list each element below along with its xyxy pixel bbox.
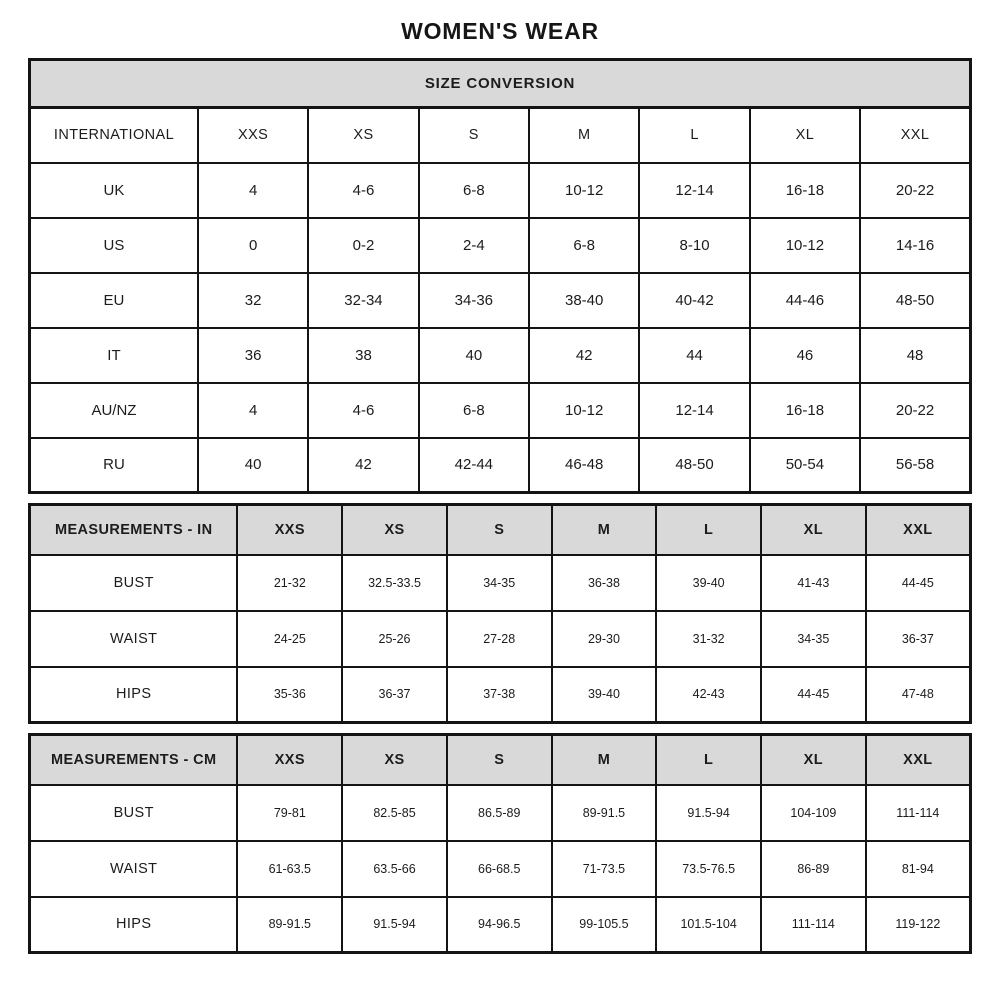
size-cell: 10-12 xyxy=(750,218,860,273)
header-cell-size: XXS xyxy=(237,505,342,555)
row-label: HIPS xyxy=(30,897,238,953)
measurement-cell: 99-105.5 xyxy=(552,897,657,953)
measurement-cell: 81-94 xyxy=(866,841,971,897)
measurement-cell: 104-109 xyxy=(761,785,866,841)
measurement-cell: 35-36 xyxy=(237,667,342,723)
header-cell-size: L xyxy=(656,735,761,785)
measurement-cell: 31-32 xyxy=(656,611,761,667)
measurement-cell: 37-38 xyxy=(447,667,552,723)
size-cell: 44-46 xyxy=(750,273,860,328)
row-label: WAIST xyxy=(30,611,238,667)
row-label: AU/NZ xyxy=(30,383,198,438)
measurement-cell: 39-40 xyxy=(656,555,761,611)
measurement-cell: 63.5-66 xyxy=(342,841,447,897)
row-label: BUST xyxy=(30,785,238,841)
size-cell: 12-14 xyxy=(639,163,749,218)
measurement-cell: 101.5-104 xyxy=(656,897,761,953)
size-cell: 12-14 xyxy=(639,383,749,438)
size-cell: 40 xyxy=(198,438,308,493)
measurements-in-table xyxy=(28,503,972,724)
measurement-cell: 91.5-94 xyxy=(656,785,761,841)
measurements-cm-title: MEASUREMENTS - CM xyxy=(30,735,238,785)
size-cell: 20-22 xyxy=(860,383,970,438)
measurement-cell: 94-96.5 xyxy=(447,897,552,953)
measurements-cm-table xyxy=(28,733,972,954)
measurement-cell: 44-45 xyxy=(866,555,971,611)
size-cell: 16-18 xyxy=(750,163,860,218)
header-row xyxy=(30,735,971,785)
row-label: WAIST xyxy=(30,841,238,897)
size-cell: 46 xyxy=(750,328,860,383)
header-cell-size: XS xyxy=(308,108,418,163)
row-label: HIPS xyxy=(30,667,238,723)
table-row-waist-in xyxy=(30,611,971,667)
size-cell: 48 xyxy=(860,328,970,383)
header-cell-size: S xyxy=(419,108,529,163)
header-cell-size: M xyxy=(529,108,639,163)
measurement-cell: 47-48 xyxy=(866,667,971,723)
size-cell: 36 xyxy=(198,328,308,383)
header-cell-size: L xyxy=(639,108,749,163)
size-cell: 32 xyxy=(198,273,308,328)
table-row-waist-cm xyxy=(30,841,971,897)
measurement-cell: 41-43 xyxy=(761,555,866,611)
size-cell: 38 xyxy=(308,328,418,383)
measurement-cell: 119-122 xyxy=(866,897,971,953)
page-title: WOMEN'S WEAR xyxy=(401,18,599,44)
row-label: EU xyxy=(30,273,198,328)
measurement-cell: 111-114 xyxy=(761,897,866,953)
header-cell-size: XL xyxy=(761,505,866,555)
measurement-cell: 82.5-85 xyxy=(342,785,447,841)
header-cell-size: XXL xyxy=(866,505,971,555)
measurement-cell: 32.5-33.5 xyxy=(342,555,447,611)
size-cell: 0-2 xyxy=(308,218,418,273)
table-row-us xyxy=(30,218,971,273)
measurement-cell: 86-89 xyxy=(761,841,866,897)
size-cell: 42 xyxy=(308,438,418,493)
size-cell: 14-16 xyxy=(860,218,970,273)
header-cell-size: XXL xyxy=(860,108,970,163)
table-row-hips-cm xyxy=(30,897,971,953)
table-title-row xyxy=(30,60,971,108)
header-cell-size: XXL xyxy=(866,735,971,785)
row-label: UK xyxy=(30,163,198,218)
measurement-cell: 44-45 xyxy=(761,667,866,723)
table-row-bust-cm xyxy=(30,785,971,841)
measurement-cell: 89-91.5 xyxy=(237,897,342,953)
measurement-cell: 111-114 xyxy=(866,785,971,841)
measurement-cell: 21-32 xyxy=(237,555,342,611)
size-cell: 16-18 xyxy=(750,383,860,438)
measurement-cell: 71-73.5 xyxy=(552,841,657,897)
size-cell: 20-22 xyxy=(860,163,970,218)
size-cell: 4-6 xyxy=(308,383,418,438)
measurement-cell: 91.5-94 xyxy=(342,897,447,953)
measurements-in-title: MEASUREMENTS - IN xyxy=(30,505,238,555)
size-cell: 0 xyxy=(198,218,308,273)
size-conversion-title: SIZE CONVERSION xyxy=(30,60,971,108)
header-cell-international: INTERNATIONAL xyxy=(30,108,198,163)
measurement-cell: 29-30 xyxy=(552,611,657,667)
measurement-cell: 61-63.5 xyxy=(237,841,342,897)
header-cell-size: M xyxy=(552,505,657,555)
size-cell: 8-10 xyxy=(639,218,749,273)
row-label: IT xyxy=(30,328,198,383)
size-cell: 42 xyxy=(529,328,639,383)
header-cell-size: XL xyxy=(750,108,860,163)
size-cell: 6-8 xyxy=(419,383,529,438)
size-cell: 10-12 xyxy=(529,163,639,218)
size-cell: 2-4 xyxy=(419,218,529,273)
measurement-cell: 34-35 xyxy=(761,611,866,667)
measurement-cell: 24-25 xyxy=(237,611,342,667)
table-row-aunz xyxy=(30,383,971,438)
row-label: BUST xyxy=(30,555,238,611)
table-row-ru xyxy=(30,438,971,493)
table-row-uk xyxy=(30,163,971,218)
size-cell: 6-8 xyxy=(529,218,639,273)
header-cell-size: XS xyxy=(342,505,447,555)
size-cell: 4 xyxy=(198,383,308,438)
header-cell-size: XXS xyxy=(237,735,342,785)
table-row-it xyxy=(30,328,971,383)
measurement-cell: 34-35 xyxy=(447,555,552,611)
size-cell: 48-50 xyxy=(639,438,749,493)
size-cell: 48-50 xyxy=(860,273,970,328)
size-cell: 38-40 xyxy=(529,273,639,328)
measurement-cell: 36-38 xyxy=(552,555,657,611)
size-conversion-table xyxy=(28,58,972,494)
table-row-bust-in xyxy=(30,555,971,611)
measurement-cell: 39-40 xyxy=(552,667,657,723)
size-cell: 32-34 xyxy=(308,273,418,328)
measurement-cell: 42-43 xyxy=(656,667,761,723)
measurement-cell: 73.5-76.5 xyxy=(656,841,761,897)
measurement-cell: 36-37 xyxy=(342,667,447,723)
size-cell: 4 xyxy=(198,163,308,218)
header-cell-size: XL xyxy=(761,735,866,785)
measurement-cell: 86.5-89 xyxy=(447,785,552,841)
table-row-eu xyxy=(30,273,971,328)
header-row xyxy=(30,108,971,163)
size-cell: 44 xyxy=(639,328,749,383)
measurement-cell: 27-28 xyxy=(447,611,552,667)
row-label: US xyxy=(30,218,198,273)
measurement-cell: 89-91.5 xyxy=(552,785,657,841)
size-cell: 56-58 xyxy=(860,438,970,493)
size-cell: 40 xyxy=(419,328,529,383)
measurement-cell: 36-37 xyxy=(866,611,971,667)
measurement-cell: 25-26 xyxy=(342,611,447,667)
header-cell-size: S xyxy=(447,505,552,555)
row-label: RU xyxy=(30,438,198,493)
header-cell-size: S xyxy=(447,735,552,785)
size-cell: 4-6 xyxy=(308,163,418,218)
measurement-cell: 66-68.5 xyxy=(447,841,552,897)
header-cell-size: XXS xyxy=(198,108,308,163)
size-cell: 42-44 xyxy=(419,438,529,493)
measurement-cell: 79-81 xyxy=(237,785,342,841)
size-cell: 40-42 xyxy=(639,273,749,328)
header-cell-size: L xyxy=(656,505,761,555)
size-cell: 10-12 xyxy=(529,383,639,438)
size-cell: 46-48 xyxy=(529,438,639,493)
header-row xyxy=(30,505,971,555)
size-cell: 6-8 xyxy=(419,163,529,218)
header-cell-size: M xyxy=(552,735,657,785)
size-cell: 34-36 xyxy=(419,273,529,328)
header-cell-size: XS xyxy=(342,735,447,785)
table-row-hips-in xyxy=(30,667,971,723)
size-cell: 50-54 xyxy=(750,438,860,493)
